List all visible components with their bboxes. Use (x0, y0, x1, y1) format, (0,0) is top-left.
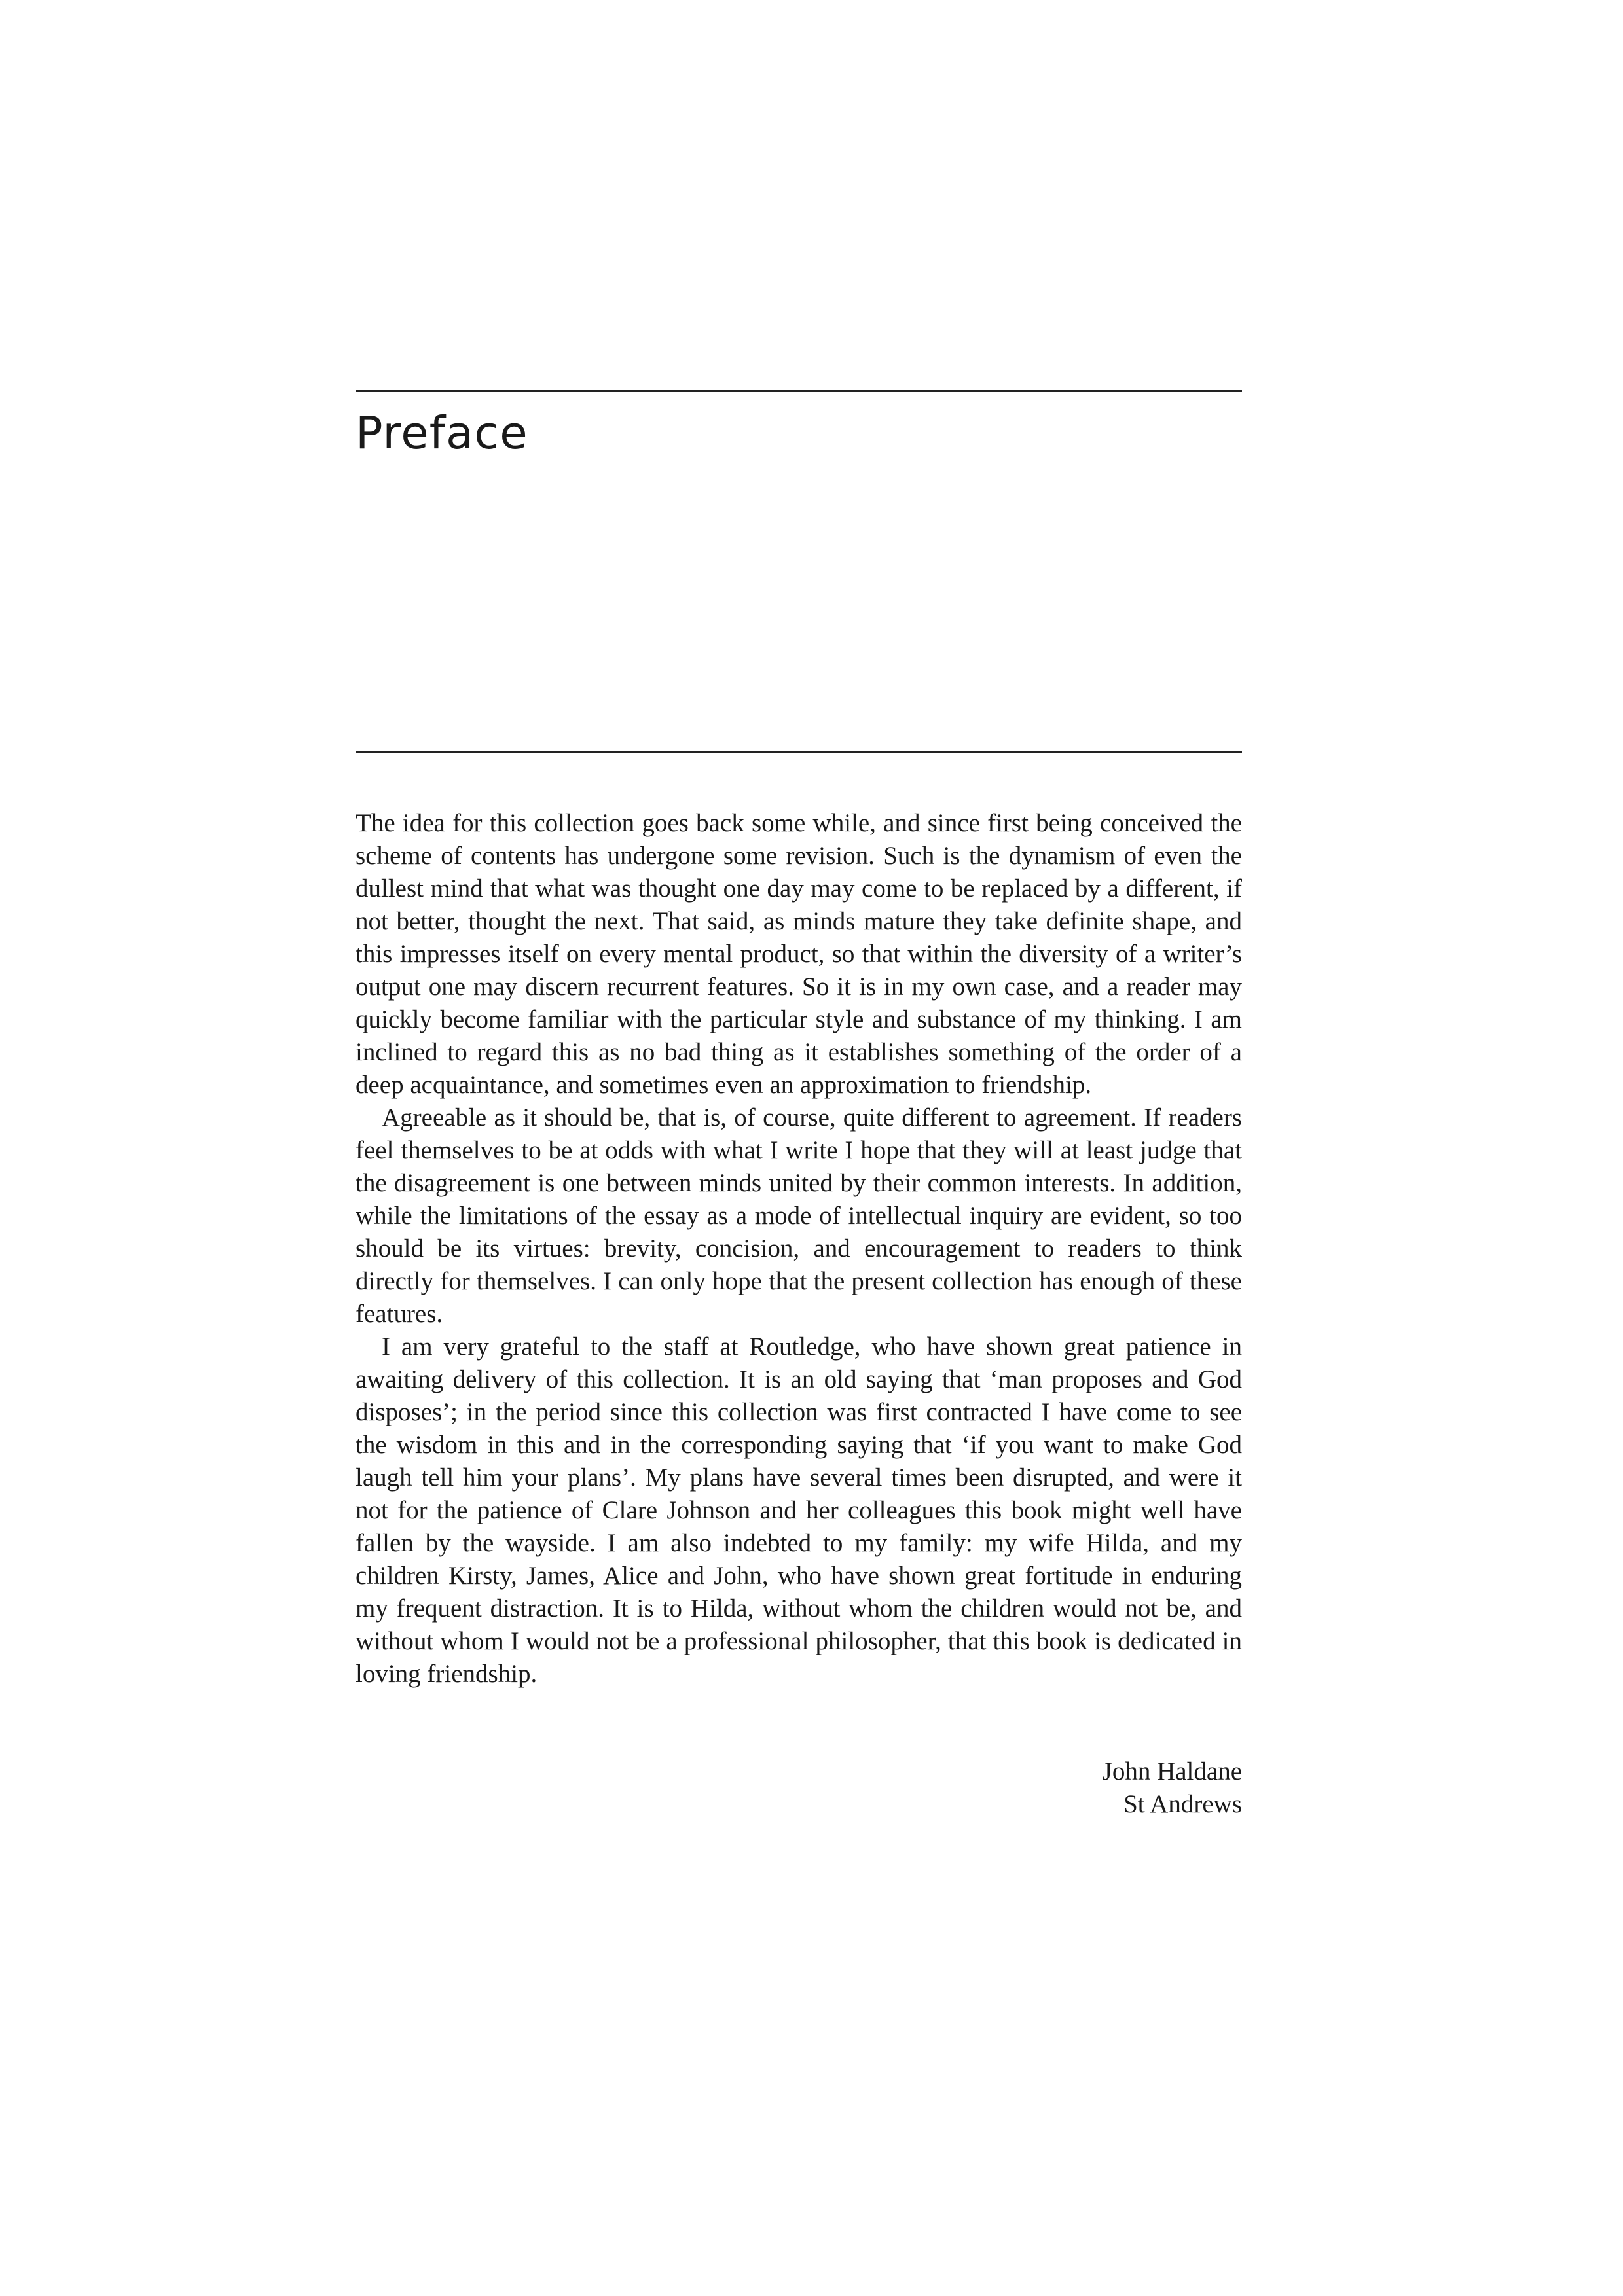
signature-block (356, 1755, 1242, 1821)
page-title: Preface (356, 407, 528, 459)
paragraph-3: I am very grateful to the staff at Routledge, who have shown great patience in awaiting delivery of this collection. It is an old saying that ‘man proposes and God disposes’; in the period since this collection was first contracted I have come to see the wisdom in this and in the corresponding saying that ‘if you want to make God laugh tell him your plans’. My plans have several times been disrupted, and were it not for the patience of Clare Johnson and her colleagues this book might well have fallen by the wayside. I am also indebted to my family: my wife Hilda, and my children Kirsty, James, Alice and John, who have shown great fortitude in enduring my frequent distraction. It is to Hilda, without whom the children would not be, and without whom I would not be a professional philosopher, that this book is dedicated in loving friendship. (356, 1333, 1242, 1688)
paragraph-1: The idea for this collection goes back some while, and since first being conceived the scheme of contents has undergone some revision. Such is the dynamism of even the dullest mind that what was thought one day may come to be replaced by a different, if not better, thought the next. That said, as minds mature they take definite shape, and this impresses itself on every mental product, so that within the diversity of a writer’s output one may discern recurrent features. So it is in my own case, and a reader may quickly become familiar with the particular style and substance of my thinking. I am inclined to regard this as no bad thing as it establishes something of the order of a deep acquaintance, and sometimes even an approximation to friendship. (356, 809, 1242, 1099)
author-name: John Haldane (1102, 1757, 1242, 1785)
top-rule (356, 390, 1242, 392)
preface-body (356, 807, 1242, 1691)
paragraph-2: Agreeable as it should be, that is, of course, quite different to agreement. If readers feel themselves to be at odds with what I write I hope that they will at least judge that the disagreement is one between minds united by their common interests. In addition, while the limitations of the essay as a mode of intellectual inquiry are evident, so too should be its virtues: brevity, concision, and encouragement to readers to think directly for themselves. I can only hope that the present collection has enough of these features. (356, 1103, 1242, 1328)
author-place: St Andrews (1123, 1790, 1242, 1818)
bottom-rule (356, 751, 1242, 753)
